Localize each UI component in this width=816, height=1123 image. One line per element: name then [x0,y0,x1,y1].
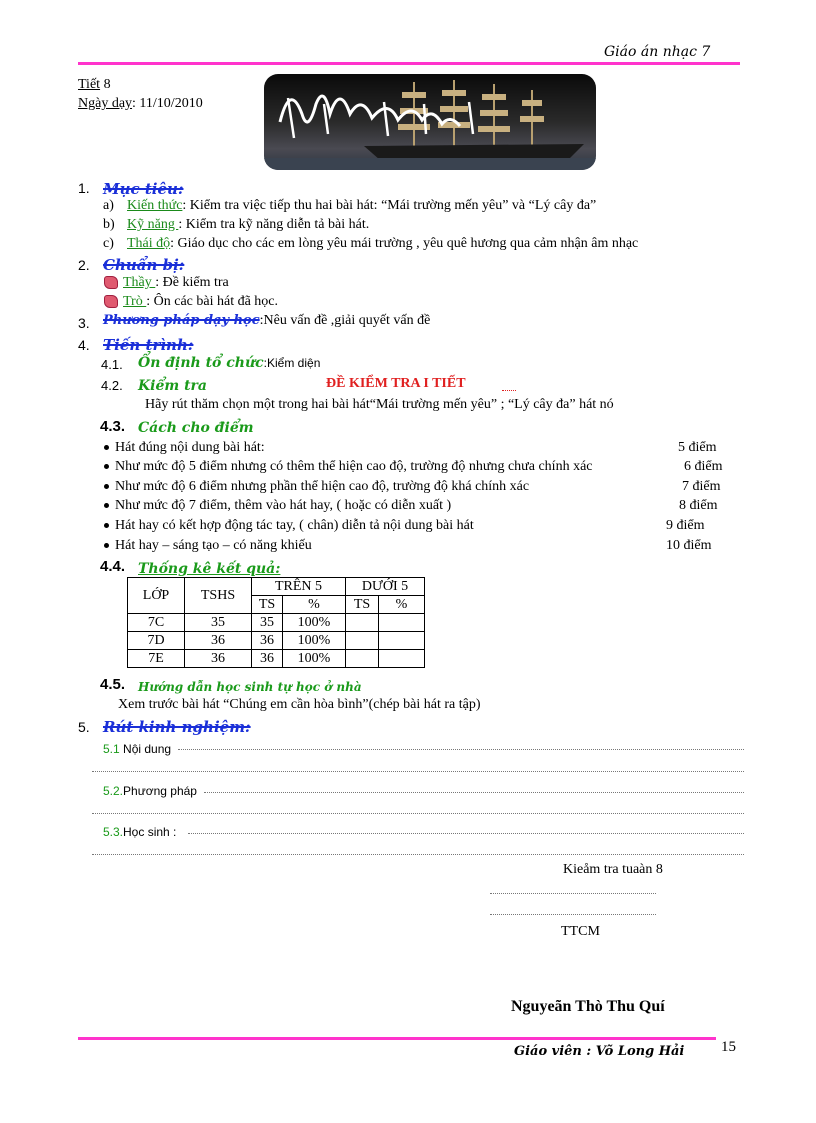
sec3-text: :Nêu vấn đề ,giải quyết vấn đề [259,313,431,328]
cell-total: 35 [185,614,252,632]
sec1-item-b [103,217,369,233]
lesson-line [78,77,111,93]
bullet-icon [104,464,109,469]
ship-icon [264,74,596,170]
sec2-item-text: : Đề kiểm tra [155,275,229,290]
weekly-check: Kieåm tra tuaàn 8 [563,862,663,877]
sec2-item-teacher [104,275,229,291]
criteria-text: Hát đúng nội dung bài hát: [115,440,265,455]
date-label: Ngày dạy [78,96,133,111]
s45-title: Hướng dẫn học sinh tự học ở nhà [138,680,362,694]
sec1-item-letter: a) [103,198,114,213]
criteria-text: Như mức độ 6 điểm nhưng phần thể hiện cao độ, trường độ khá chính xác [115,479,530,494]
s45-number: 4.5. [100,676,126,693]
date-value: : 11/10/2010 [132,96,203,111]
table-header-class: LỚP [128,578,185,614]
table-header-ts: TS [252,596,283,614]
sec4-title: Tiến trình: [103,336,194,354]
criteria-text: Hát hay có kết hợp động tác tay, ( chân) diễn tả nội dung bài hát [115,518,474,533]
s41-line [138,355,320,372]
review-label: Nội dung [123,742,172,756]
bullet-icon [104,445,109,450]
criteria-row [104,498,724,514]
criteria-score: 9 điểm [666,518,705,533]
sec1-item-text: : Kiểm tra kỹ năng diễn tả bài hát. [178,217,370,232]
criteria-row [104,479,724,495]
sec4-number: 4. [78,337,90,353]
cell-ts2 [346,650,379,668]
review-line [92,813,744,814]
cell-pct2 [379,650,425,668]
ttcm-label: TTCM [561,924,600,939]
bullet-icon [104,503,109,508]
review-label: Phương pháp [123,784,197,798]
sec1-item-a [103,198,596,214]
cell-ts: 35 [252,614,283,632]
table-row [128,650,425,668]
sec1-title: Mục tiêu: [103,180,184,198]
sec2-item-label: Trò [123,294,147,309]
table-row [128,632,425,650]
bullet-icon [104,543,109,548]
sec1-item-c [103,236,638,252]
cell-ts: 36 [252,632,283,650]
header-rule [78,62,740,65]
sec2-number: 2. [78,257,90,273]
sec3-line [103,313,430,329]
sec2-item-text: : Ôn các bài hát đã học. [146,294,279,309]
table-row [128,614,425,632]
table-header-above: TRÊN 5 [252,578,346,596]
cell-pct2 [379,632,425,650]
criteria-row [104,538,724,554]
table-header-below: DƯỚI 5 [346,578,425,596]
signer-name: Nguyeãn Thò Thu Quí [511,998,665,1015]
cell-ts2 [346,614,379,632]
sec2-item-label: Thầy [123,275,156,290]
criteria-text: Như mức độ 5 điểm nhưng có thêm thể hiện cao độ, trường độ nhưng chưa chính xác [115,459,593,474]
s45-text: Xem trước bài hát “Chúng em cần hòa bình”(chép bài hát ra tập) [118,697,481,712]
bullet-icon [104,484,109,489]
exam-title-dots [502,390,516,391]
sec1-number: 1. [78,180,90,196]
s43-title: Cách cho điểm [138,420,254,436]
review-line [204,792,744,793]
cell-ts2 [346,632,379,650]
review-number: 5.1 [103,742,120,756]
sec1-item-text: : Kiểm tra việc tiếp thu hai bài hát: “Mái trường mến yêu” và “Lý cây đa” [182,198,597,213]
criteria-score: 6 điểm [684,459,723,474]
criteria-row [104,459,724,475]
s44-number: 4.4. [100,558,126,575]
cell-class: 7E [128,650,185,668]
cell-class: 7D [128,632,185,650]
table-header-total: TSHS [185,578,252,614]
s43-number: 4.3. [100,418,126,435]
s41-text: :Kiểm diện [263,356,321,370]
page-number: 15 [721,1039,736,1055]
sec5-title: Rút kinh nghiệm: [103,718,251,736]
s42-title: Kiểm tra [138,378,207,394]
sec2-title: Chuẩn bị: [103,256,185,274]
review-line [92,854,744,855]
footer-teacher: Giáo viên : Võ Long Hải [514,1044,685,1059]
sec1-item-label: Thái độ [127,236,171,251]
sec3-title: Phương pháp dạy học [103,313,260,328]
footer-rule [78,1037,716,1040]
review-line [188,833,744,834]
cell-total: 36 [185,632,252,650]
review-number: 5.3. [103,825,124,839]
sec1-item-label: Kiến thức [127,198,183,213]
cell-total: 36 [185,650,252,668]
flower-icon [104,295,118,308]
review-line [178,749,744,750]
s42-number: 4.2. [101,378,123,393]
review-item [103,742,171,756]
criteria-score: 5 điểm [678,440,717,455]
sec1-item-letter: b) [103,217,115,232]
sec1-item-text: : Giáo dục cho các em lòng yêu mái trường , yêu quê hương qua cảm nhận âm nhạc [170,236,639,251]
table-header-pct: % [379,596,425,614]
s41-number: 4.1. [101,357,123,372]
date-line [78,96,203,112]
s41-title: Ổn định tổ chức [138,355,264,371]
lesson-number: 8 [103,77,111,92]
cell-pct: 100% [283,632,346,650]
signoff-line [490,914,656,915]
results-table [127,577,425,668]
banner-image [264,74,596,170]
exam-title: ĐỀ KIỂM TRA I TIẾT [326,376,466,391]
criteria-score: 8 điểm [679,498,718,513]
sec5-number: 5. [78,719,90,735]
cell-pct: 100% [283,614,346,632]
sec3-number: 3. [78,315,90,331]
lesson-label: Tiết [78,77,101,92]
table-header-ts: TS [346,596,379,614]
cell-class: 7C [128,614,185,632]
review-number: 5.2. [103,784,124,798]
criteria-text: Như mức độ 7 điểm, thêm vào hát hay, ( hoặc có diễn xuất ) [115,498,452,513]
flower-icon [104,276,118,289]
cell-pct2 [379,614,425,632]
review-item [103,825,176,839]
table-header-pct: % [283,596,346,614]
criteria-score: 7 điểm [682,479,721,494]
bullet-icon [104,523,109,528]
cell-ts: 36 [252,650,283,668]
criteria-row [104,440,724,456]
criteria-score: 10 điểm [666,538,712,553]
criteria-text: Hát hay – sáng tạo – có năng khiếu [115,538,312,553]
review-item [103,784,197,798]
sec2-item-student [104,294,278,310]
criteria-row [104,518,724,534]
sec1-item-letter: c) [103,236,114,251]
signoff-line [490,893,656,894]
review-line [92,771,744,772]
s44-title: Thống kê kết quả: [138,561,281,577]
s42-text: Hãy rút thăm chọn một trong hai bài hát“Mái trường mến yêu” ; “Lý cây đa” hát nó [145,397,614,412]
cell-pct: 100% [283,650,346,668]
header-title: Giáo án nhạc 7 [604,44,711,60]
review-label: Học sinh : [123,825,177,839]
sec1-item-label: Kỹ năng [127,217,179,232]
